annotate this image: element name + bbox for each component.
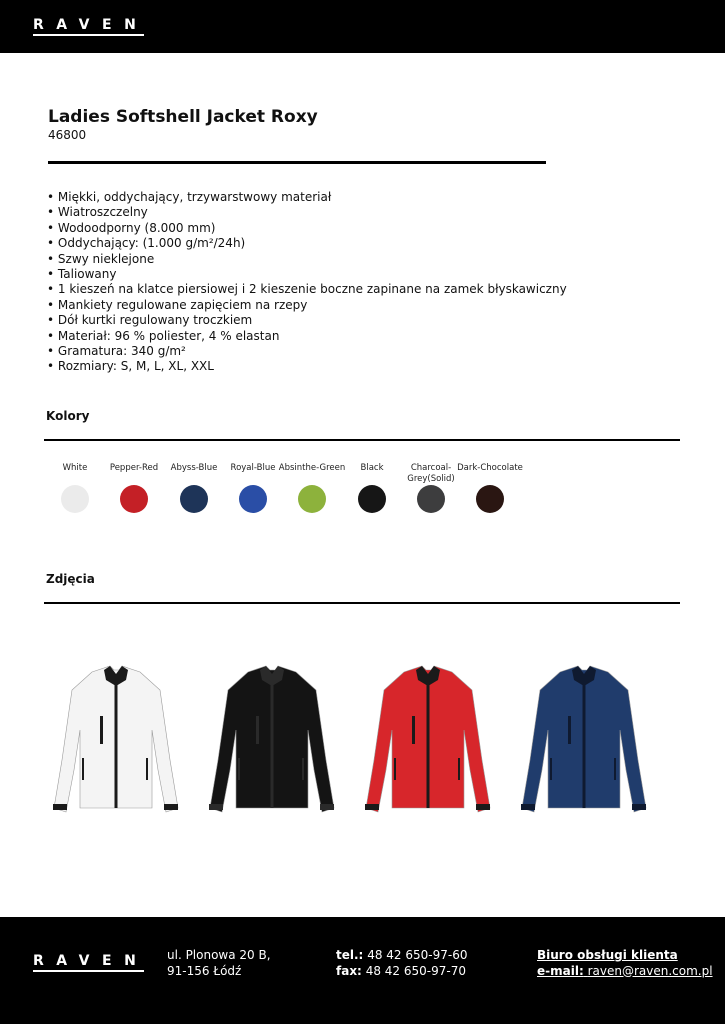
feature-item: • Wodoodporny (8.000 mm) <box>47 221 567 236</box>
title-divider <box>48 161 546 164</box>
feature-item: • Taliowany <box>47 267 567 282</box>
feature-item: • Miękki, oddychający, trzywarstwowy materiał <box>47 190 567 205</box>
product-title: Ladies Softshell Jacket Roxy <box>48 107 318 127</box>
footer-address <box>167 948 271 979</box>
jacket-photo[interactable] <box>354 630 499 855</box>
color-swatch[interactable] <box>476 485 504 513</box>
fax-line <box>336 964 467 980</box>
color-swatch[interactable] <box>358 485 386 513</box>
color-option[interactable] <box>450 463 530 513</box>
jacket-photo[interactable] <box>510 630 655 855</box>
tel-value[interactable]: 48 42 650-97-60 <box>367 948 468 962</box>
colors-divider <box>44 439 680 441</box>
feature-item: • Gramatura: 340 g/m² <box>47 344 567 359</box>
logo-text: RAVEN <box>33 17 149 33</box>
office-label-text: Biuro obsługi klienta <box>537 948 678 962</box>
photos-divider <box>44 602 680 604</box>
feature-item: • Wiatroszczelny <box>47 205 567 220</box>
tel-label: tel.: <box>336 948 364 962</box>
feature-item: • Materiał: 96 % poliester, 4 % elastan <box>47 329 567 344</box>
feature-item: • Rozmiary: S, M, L, XL, XXL <box>47 359 567 374</box>
color-label: Dark-Chocolate <box>457 463 523 473</box>
address-street: ul. Plonowa 20 B, <box>167 948 271 962</box>
color-swatch[interactable] <box>61 485 89 513</box>
footer-raven-logo[interactable] <box>33 954 148 972</box>
feature-item: • Mankiety regulowane zapięciem na rzepy <box>47 298 567 313</box>
footer-logo-text: RAVEN <box>33 953 149 969</box>
color-swatch[interactable] <box>180 485 208 513</box>
address-city: 91-156 Łódź <box>167 963 242 978</box>
email-line[interactable] <box>537 964 713 980</box>
phone-line <box>336 948 467 964</box>
feature-item: • Dół kurtki regulowany troczkiem <box>47 313 567 328</box>
email-link[interactable]: raven@raven.com.pl <box>587 963 713 978</box>
fax-label: fax: <box>336 963 362 978</box>
photos-heading: Zdjęcia <box>46 572 95 586</box>
colors-heading: Kolory <box>46 409 90 423</box>
footer-office <box>537 948 713 979</box>
feature-item: • 1 kieszeń na klatce piersiowej i 2 kieszenie boczne zapinane na zamek błyskawiczny <box>47 282 567 297</box>
color-label: Royal-Blue <box>230 463 276 473</box>
header-bar <box>0 0 725 53</box>
color-label: Pepper-Red <box>109 463 159 473</box>
color-label: Absinthe-Green <box>278 463 346 473</box>
color-swatch[interactable] <box>120 485 148 513</box>
color-label: Black <box>360 463 384 473</box>
color-label: Abyss-Blue <box>170 463 218 473</box>
color-swatch[interactable] <box>298 485 326 513</box>
feature-list <box>47 190 567 375</box>
fax-value: 48 42 650-97-70 <box>365 963 466 978</box>
footer-logo-underline <box>33 970 144 972</box>
color-label: White <box>62 463 88 473</box>
jacket-photo[interactable] <box>198 630 343 855</box>
feature-item: • Szwy nieklejone <box>47 252 567 267</box>
footer-contact <box>336 948 467 979</box>
color-label: Charcoal-Grey(Solid) <box>407 463 455 484</box>
office-label <box>537 948 713 964</box>
jacket-photo[interactable] <box>42 630 187 855</box>
email-label: e-mail: <box>537 963 584 978</box>
feature-item: • Oddychający: (1.000 g/m²/24h) <box>47 236 567 251</box>
logo-underline <box>33 34 144 36</box>
color-swatch[interactable] <box>417 485 445 513</box>
product-code: 46800 <box>48 128 87 142</box>
raven-logo[interactable] <box>33 18 148 36</box>
color-swatch[interactable] <box>239 485 267 513</box>
